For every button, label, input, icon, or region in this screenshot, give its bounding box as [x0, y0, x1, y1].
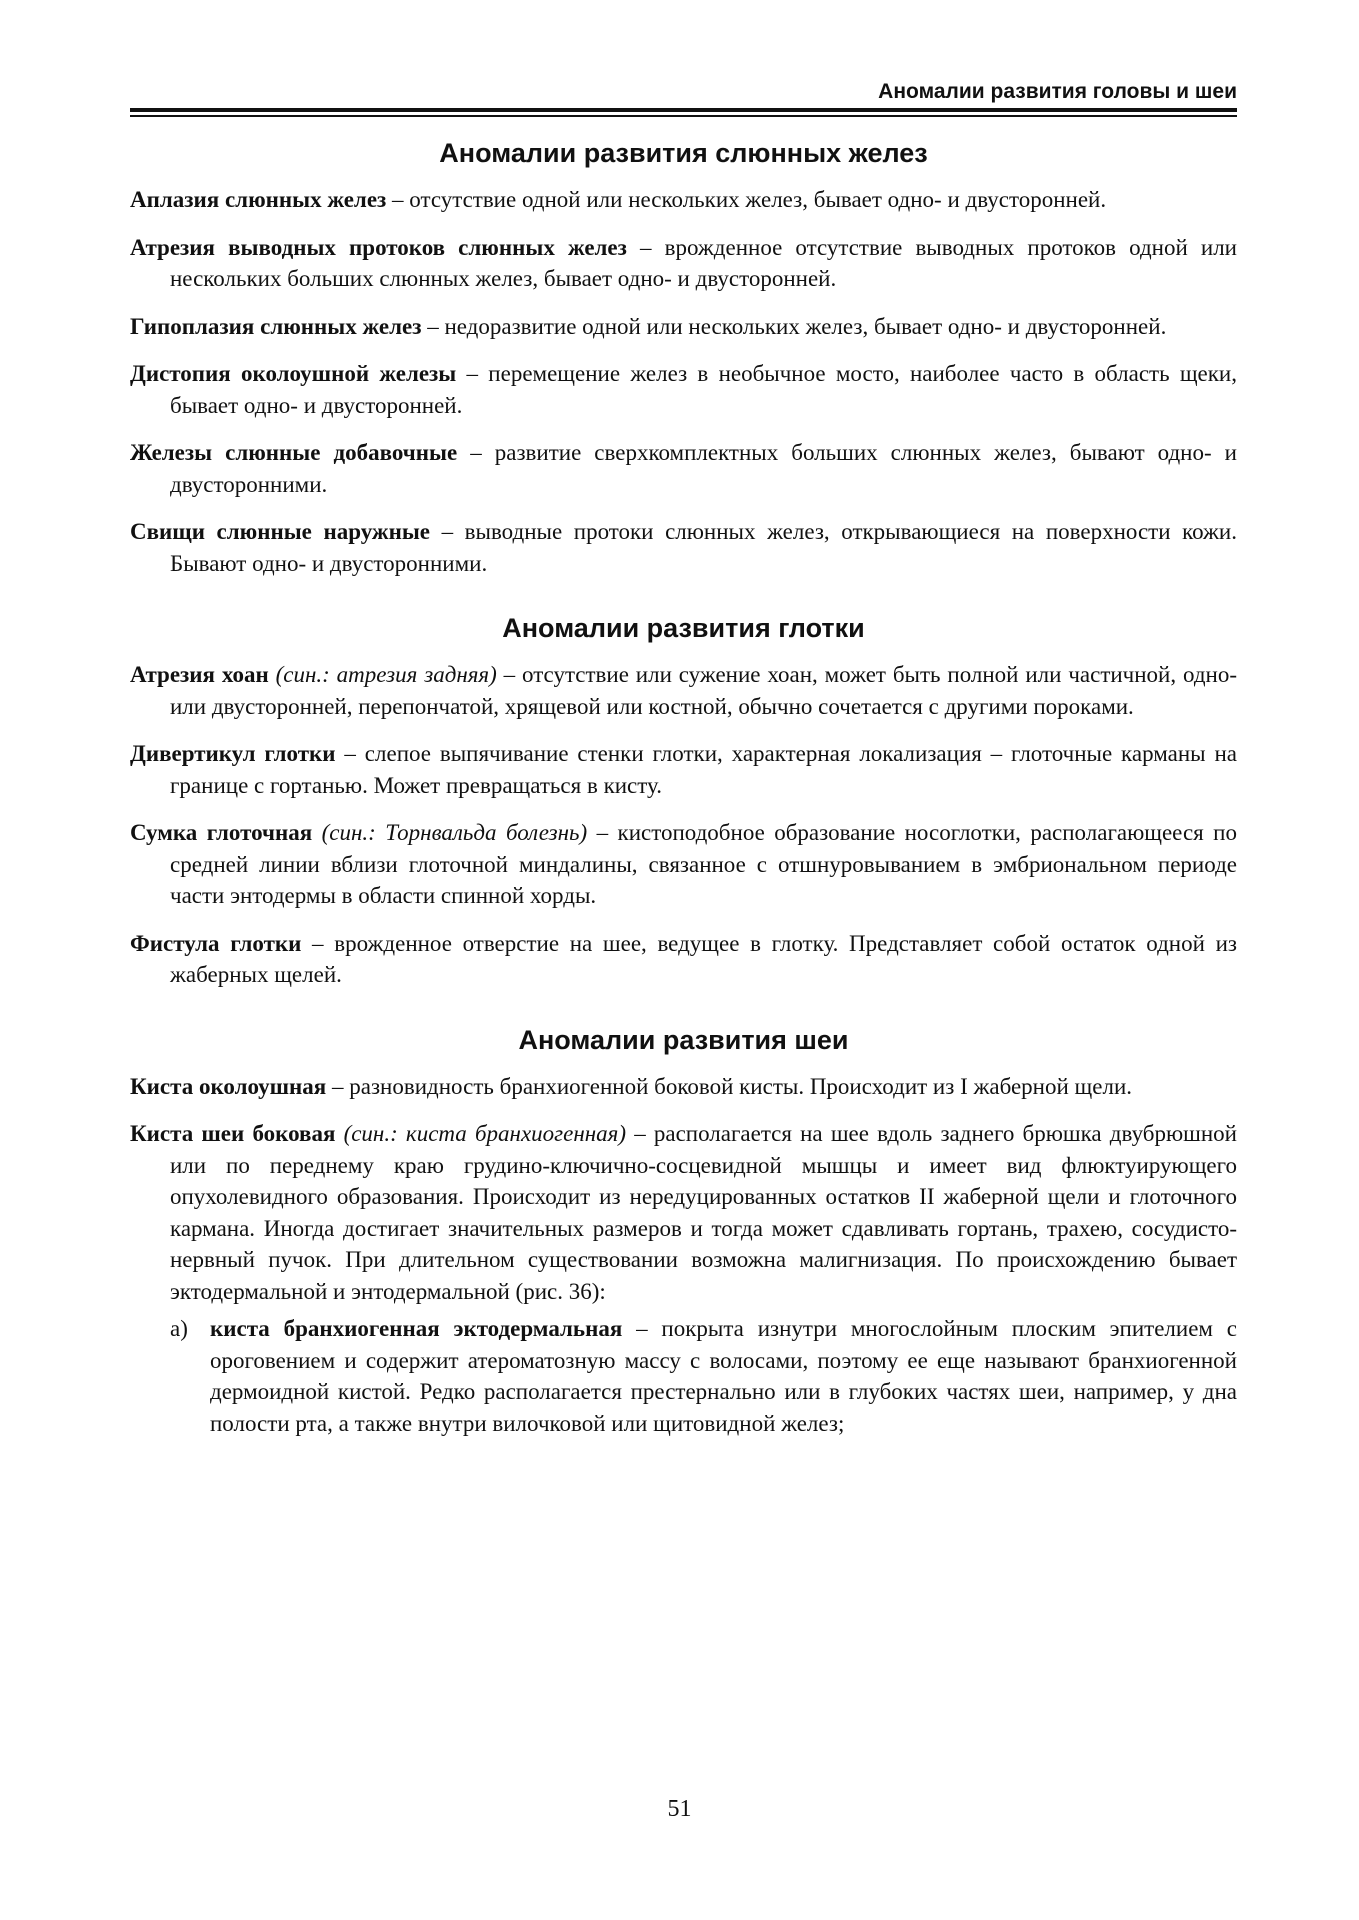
entry-synonym: (син.: Торнвальда болезнь) [312, 820, 588, 845]
header-rule-thick [130, 108, 1237, 112]
entry-term: Свищи слюнные наружные [130, 519, 430, 544]
entry-term: Фистула глотки [130, 930, 302, 956]
entry-lateral-neck-cyst [130, 1118, 1237, 1307]
entry-accessory-glands [130, 437, 1237, 500]
entry-salivary-hypoplasia [130, 311, 1237, 343]
entry-definition: – недоразвитие одной или нескольких желез, бывает одно- и двусторонней. [421, 313, 1167, 339]
entry-choanal-atresia [130, 659, 1237, 722]
entry-term: Атрезия выводных протоков слюнных желез [130, 234, 627, 260]
entry-term: Дистопия околоушной железы [130, 361, 457, 386]
entry-definition: – отсутствие или сужение хоан, может быть полной или частичной, одно- или двусторонней, перепончатой, хрящевой или костной, обычно сочетается с другими пороками. [170, 662, 1237, 719]
entry-definition: – располагается на шее вдоль заднего брюшка двубрюшной или по переднему краю грудино-ключично-сосцевидной мышцы и имеет вид флюктуирующего опухолевидного образования. Происходит из нередуцированных остатков II жаберной щели и глоточного кармана. Иногда достигает значительных размеров и тогда может сдавливать гортань, трахею, сосудисто-нервный пучок. При длительном существовании возможна малигнизация. По происхождению бывает эктодермальной и энтодермальной (рис. 36): [170, 1121, 1237, 1304]
entry-parotid-cyst [130, 1071, 1237, 1103]
entry-definition: – выводные протоки слюнных желез, открывающиеся на поверхности кожи. Бывают одно- и двусторонними. [170, 519, 1237, 576]
entry-definition: – покрыта изнутри многослойным плоским эпителием с ороговением и содержит атероматозную массу с волосами, поэтому ее еще называют бранхиогенной дермоидной кистой. Редко располагается престернально или в глубоких частях шеи, например, у дна полости рта, а также внутри вилочковой или щитовидной желез; [210, 1316, 1237, 1436]
section-title-salivary: Аномалии развития слюнных желез [439, 138, 928, 168]
entry-term: Киста шеи боковая [130, 1121, 336, 1146]
entry-synonym: (син.: киста бранхиогенная) [335, 1121, 627, 1146]
entry-definition: – перемещение желез в необычное мосто, наиболее часто в область щеки, бывает одно- и двусторонней. [170, 361, 1237, 418]
entry-term: Железы слюнные добавочные [130, 440, 458, 465]
entry-parotid-dystopia [130, 358, 1237, 421]
entry-salivary-fistulas [130, 516, 1237, 579]
entry-definition: – кистоподобное образование носоглотки, располагающееся по средней линии вблизи глоточной миндалины, связанное с отшнуровыванием в эмбриональном периоде части энтодермы в области спинной хорды. [170, 820, 1237, 908]
page-body [130, 136, 1237, 1439]
entry-pharyngeal-fistula [130, 928, 1237, 991]
entry-term: Киста околоушная [130, 1073, 327, 1099]
entry-term: киста бранхиогенная эктодермальная [210, 1316, 623, 1341]
header-rule-thin [130, 115, 1237, 117]
entry-term: Дивертикул глотки [130, 741, 336, 766]
entry-definition: – слепое выпячивание стенки глотки, характерная локализация – глоточные карманы на границе с гортанью. Может превращаться в кисту. [170, 741, 1237, 798]
entry-term: Гипоплазия слюнных желез [130, 313, 422, 339]
entry-synonym: (син.: атрезия задняя) [268, 662, 497, 687]
section-title-pharynx: Аномалии развития глотки [502, 613, 865, 643]
page-number: 51 [667, 1796, 692, 1822]
entry-duct-atresia [130, 232, 1237, 295]
entry-pharyngeal-diverticulum [130, 738, 1237, 801]
entry-definition: – разновидность бранхиогенной боковой кисты. Происходит из I жаберной щели. [326, 1073, 1133, 1099]
list-marker: а) [170, 1316, 188, 1341]
entry-definition: – врожденное отсутствие выводных протоков одной или нескольких больших слюнных желез, бывает одно- и двусторонней. [170, 234, 1237, 291]
entry-definition: – развитие сверхкомплектных больших слюнных желез, бывают одно- и двусторонними. [170, 440, 1237, 497]
entry-term: Атрезия хоан [130, 662, 269, 687]
sublist-item-ectodermal [170, 1313, 1237, 1439]
section-title-neck: Аномалии развития шеи [518, 1024, 849, 1055]
entry-term: Аплазия слюнных желез [130, 187, 387, 212]
entry-salivary-aplasia [130, 184, 1237, 216]
entry-pharyngeal-bursa [130, 817, 1237, 912]
entry-definition: – врожденное отверстие на шее, ведущее в глотку. Представляет собой остаток одной из жаберных щелей. [170, 930, 1237, 987]
running-header: Аномалии развития головы и шеи [878, 80, 1237, 103]
entry-sublist [170, 1313, 1237, 1439]
entry-term: Сумка глоточная [130, 820, 313, 845]
entry-definition: – отсутствие одной или нескольких желез, бывает одно- и двусторонней. [386, 187, 1107, 212]
